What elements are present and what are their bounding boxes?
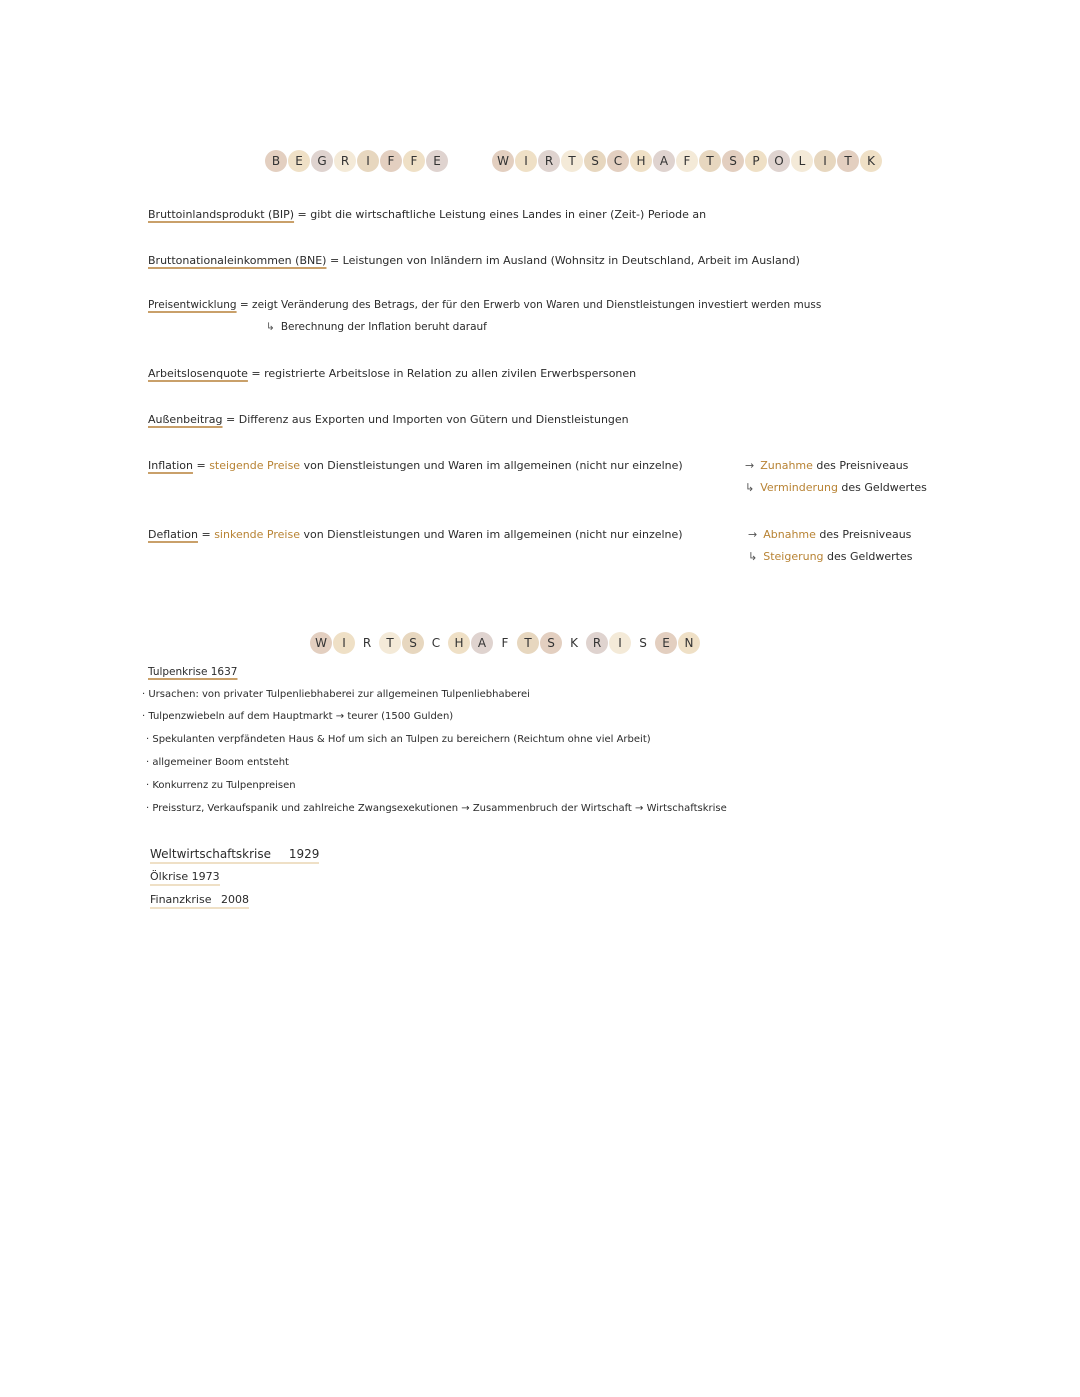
inflation-result-2: [745, 481, 927, 494]
heading-letter: E: [288, 150, 310, 172]
heading-letter: K: [570, 636, 578, 650]
heading-letter: T: [699, 150, 721, 172]
tulpen-bullet: [146, 757, 289, 768]
turn-arrow-icon: ↳: [745, 481, 755, 494]
turn-arrow-icon: ↳: [266, 321, 275, 333]
inflation-result-1: [745, 459, 908, 472]
definition-preisentwicklung-text: = zeigt Veränderung des Betrags, der für den Erwerb von Waren und Dienstleistungen investiert werden muss: [236, 299, 822, 311]
crisis-year: 2008: [221, 893, 249, 906]
deflation-result-1-text: des Preisniveaus: [815, 528, 912, 541]
equals-sign: =: [192, 459, 210, 472]
equals-sign: =: [197, 528, 215, 541]
tulpen-bullet-text: allgemeiner Boom entsteht: [152, 757, 289, 768]
definition-inflation: [148, 459, 683, 472]
heading-letter: E: [655, 632, 677, 654]
crisis-item: [150, 847, 319, 864]
inflation-highlight: steigende Preise: [209, 459, 301, 472]
heading-letter: I: [357, 150, 379, 172]
heading-letter: I: [333, 632, 355, 654]
heading-letter: T: [561, 150, 583, 172]
heading-letter: C: [431, 636, 441, 650]
definition-bne-text: = Leistungen von Inländern im Ausland (Wohnsitz in Deutschland, Arbeit im Ausland): [326, 254, 800, 267]
heading-letter: W: [492, 150, 514, 172]
term-bne: Bruttonationaleinkommen (BNE): [148, 254, 327, 267]
term-inflation: Inflation: [148, 459, 193, 472]
tulpen-bullet: [142, 689, 530, 700]
definition-arbeitslosenquote-text: = registrierte Arbeitslose in Relation zu allen zivilen Erwerbspersonen: [247, 367, 637, 380]
tulpen-bullet-text: Konkurrenz zu Tulpenpreisen: [152, 780, 296, 791]
term-aussenbeitrag: Außenbeitrag: [148, 413, 223, 426]
preisentwicklung-note: [266, 321, 487, 333]
tulpenkrise-title: [148, 666, 237, 678]
heading-letter: K: [860, 150, 882, 172]
heading-letter: S: [584, 150, 606, 172]
definition-bip: [148, 208, 706, 221]
deflation-highlight: sinkende Preise: [214, 528, 300, 541]
definition-inflation-text: von Dienstleistungen und Waren im allgemeinen (nicht nur einzelne): [300, 459, 683, 472]
crisis-year: 1973: [191, 870, 220, 883]
heading-letter: L: [791, 150, 813, 172]
heading-letter: R: [334, 150, 356, 172]
heading-letter: W: [310, 632, 332, 654]
heading-letter: P: [745, 150, 767, 172]
definition-bne: [148, 254, 800, 267]
deflation-result-1-highlight: Abnahme: [763, 528, 816, 541]
heading-letter: R: [362, 636, 372, 650]
heading-letter: R: [586, 632, 608, 654]
tulpen-bullet: [146, 780, 296, 791]
right-arrow-icon: →: [745, 459, 755, 472]
heading-letter: S: [639, 636, 647, 650]
heading-letter: F: [380, 150, 402, 172]
heading-letter: I: [814, 150, 836, 172]
heading-letter: O: [768, 150, 790, 172]
crisis-item: [150, 893, 249, 909]
definition-aussenbeitrag-text: = Differenz aus Exporten und Importen von Gütern und Dienstleistungen: [222, 413, 629, 426]
heading-letter: C: [607, 150, 629, 172]
heading-letter: F: [501, 636, 509, 650]
heading-letter: A: [653, 150, 675, 172]
definition-preisentwicklung: [148, 299, 821, 311]
heading-letter: H: [630, 150, 652, 172]
heading-letter: S: [540, 632, 562, 654]
heading-letter: S: [402, 632, 424, 654]
inflation-result-2-highlight: Verminderung: [760, 481, 838, 494]
tulpen-bullet-text: Ursachen: von privater Tulpenliebhaberei zur allgemeinen Tulpenliebhaberei: [148, 689, 530, 700]
heading-begriffe: [265, 150, 449, 172]
heading-letter: T: [837, 150, 859, 172]
heading-wirtschaftskrisen: [310, 632, 701, 654]
definition-bip-text: = gibt die wirtschaftliche Leistung eines Landes in einer (Zeit-) Periode an: [294, 208, 707, 221]
definition-deflation-text: von Dienstleistungen und Waren im allgemeinen (nicht nur einzelne): [299, 528, 683, 541]
turn-arrow-icon: ↳: [748, 550, 758, 563]
heading-letter: T: [517, 632, 539, 654]
preisentwicklung-note-text: Berechnung der Inflation beruht darauf: [280, 321, 487, 333]
heading-letter: I: [515, 150, 537, 172]
crisis-name: Ölkrise: [150, 870, 189, 883]
tulpen-bullet-text: Preissturz, Verkaufspanik und zahlreiche Zwangsexekutionen → Zusammenbruch der Wirtschaft → Wirtschaftskrise: [152, 803, 727, 814]
heading-letter: T: [379, 632, 401, 654]
crisis-name: Weltwirtschaftskrise: [150, 847, 272, 861]
inflation-result-2-text: des Geldwertes: [837, 481, 927, 494]
crisis-name: Finanzkrise: [150, 893, 212, 906]
deflation-result-2-text: des Geldwertes: [823, 550, 913, 563]
tulpen-bullet: [142, 711, 453, 722]
tulpen-bullet-text: Spekulanten verpfändeten Haus & Hof um sich an Tulpen zu bereichern (Reichtum ohne viel Arbeit): [152, 734, 651, 745]
tulpen-bullet-text: Tulpenzwiebeln auf dem Hauptmarkt → teurer (1500 Gulden): [148, 711, 454, 722]
heading-letter: A: [471, 632, 493, 654]
heading-letter: H: [448, 632, 470, 654]
heading-letter: G: [311, 150, 333, 172]
deflation-result-1: [748, 528, 911, 541]
term-preisentwicklung: Preisentwicklung: [148, 299, 237, 311]
tulpenkrise-title-text: Tulpenkrise 1637: [148, 666, 238, 678]
heading-letter: F: [676, 150, 698, 172]
term-bip: Bruttoinlandsprodukt (BIP): [148, 208, 295, 221]
deflation-result-2: [748, 550, 912, 563]
crisis-item: [150, 870, 220, 886]
inflation-result-1-highlight: Zunahme: [760, 459, 813, 472]
deflation-result-2-highlight: Steigerung: [763, 550, 824, 563]
heading-letter: S: [722, 150, 744, 172]
right-arrow-icon: →: [748, 528, 758, 541]
term-deflation: Deflation: [148, 528, 198, 541]
heading-letter: I: [609, 632, 631, 654]
definition-aussenbeitrag: [148, 413, 629, 426]
tulpen-bullet: [146, 803, 727, 814]
definition-deflation: [148, 528, 683, 541]
heading-letter: B: [265, 150, 287, 172]
heading-letter: N: [678, 632, 700, 654]
heading-wirtschaftspolitik: [492, 150, 883, 172]
tulpen-bullet: [146, 734, 651, 745]
definition-arbeitslosenquote: [148, 367, 636, 380]
crisis-year: 1929: [288, 847, 320, 861]
term-arbeitslosenquote: Arbeitslosenquote: [148, 367, 248, 380]
heading-letter: E: [426, 150, 448, 172]
heading-letter: F: [403, 150, 425, 172]
inflation-result-1-text: des Preisniveaus: [812, 459, 909, 472]
heading-letter: R: [538, 150, 560, 172]
